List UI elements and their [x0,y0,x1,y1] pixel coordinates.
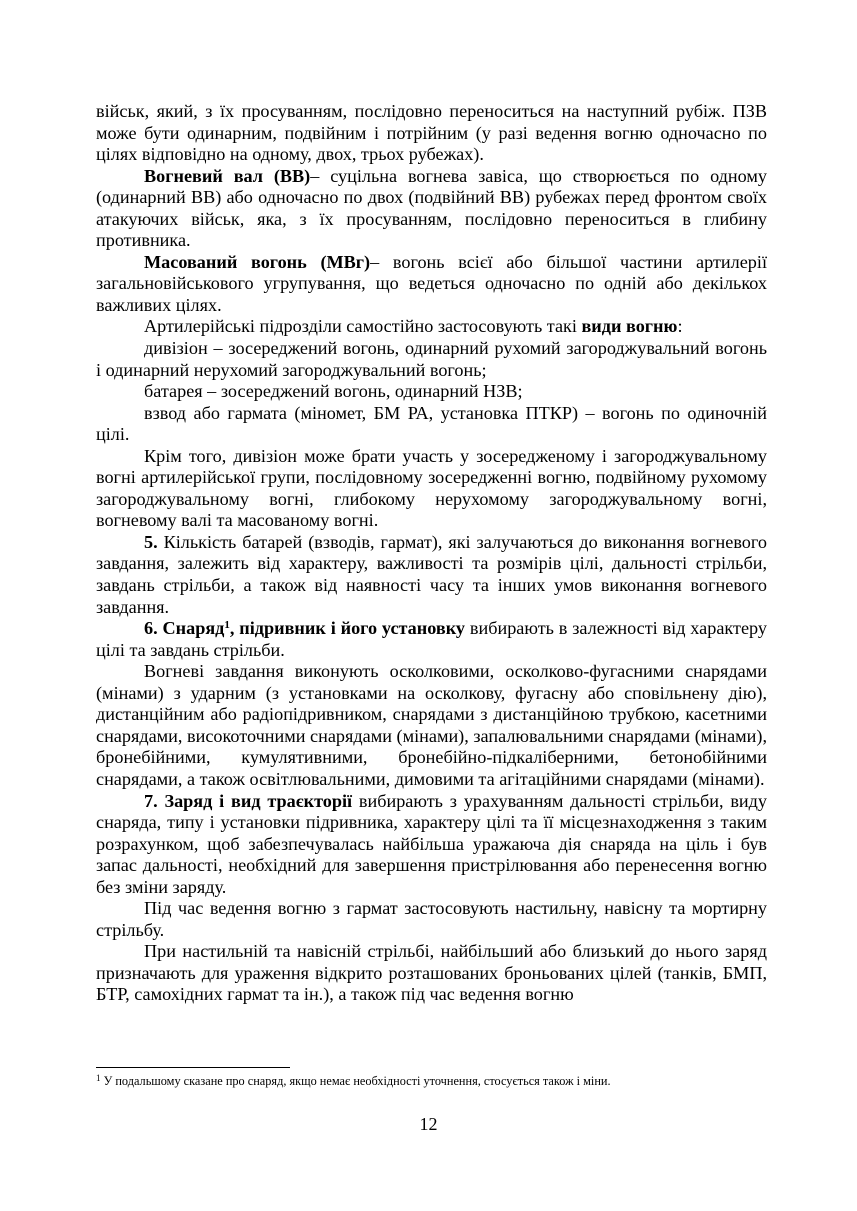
item-6-term-a: 6. Снаряд [144,618,225,639]
paragraph-item-7 [96,791,767,899]
paragraph-item-6 [96,618,767,661]
paragraph-platoon: взвод або гармата (міномет, БМ РА, установка ПТКР) – вогонь по одиночній цілі. [96,402,767,445]
paragraph-battalion: дивізіон – зосереджений вогонь, одинарний рухомий загороджувальний вогонь і одинарний нерухомий загороджувальний вогонь; [96,338,767,380]
term-fire-barrage: Вогневий вал (ВВ) [144,165,311,186]
footnote-reference: 1 [224,619,230,632]
item-5-text: Кількість батарей (взводів, гармат), які залучаються до виконання вогневого завдання, залежить від характеру, важливості та розмірів цілі, дальності стрільби, завдань стрільби, а також від наявності часу та інших умов виконання вогневого завдання. [96,531,767,617]
paragraph-battery: батарея – зосереджений вогонь, одинарний НЗВ; [144,381,523,402]
item-5-number: 5. [144,531,158,552]
item-7-term: 7. Заряд і вид траєкторії [144,790,353,811]
term-fire-types: види вогню [581,316,678,337]
page-number: 12 [419,1114,438,1134]
footnote-separator [96,1067,290,1068]
paragraph-item-5 [96,532,767,618]
fire-types-intro-text: Артилерійські підрозділи самостійно застосовують такі [144,316,582,337]
fire-types-colon: : [677,316,683,337]
paragraph-fire-modes: Під час ведення вогню з гармат застосовують настильну, навісну та мортирну стрільбу. [96,898,767,940]
paragraph-projectile-types: Вогневі завдання виконують осколковими, осколково-фугасними снарядами (мінами) з ударним (з установками на осколкову, фугасну або сповільнену дію), дистанційним або радіопідривником, снарядами з дистанційною трубкою, касетними снарядами, високоточними снарядами (мінами), запалювальними снарядами (мінами), бронебійними, кумулятивними, бронебійно-підкаліберними, бетонобійними снарядами, а також освітлювальними, димовими та агітаційними снарядами (мінами). [96,661,767,789]
body-text [96,101,767,1006]
paragraph-flat-fire: При настильній та навісній стрільбі, найбільший або близький до нього заряд призначають для ураження відкрито розташованих броньованих цілей (танків, БМП, БТР, самохідних гармат та ін.), а також під час ведення вогню [96,941,767,1005]
paragraph-fire-barrage [96,166,767,252]
footnote-text: У подальшому сказане про снаряд, якщо немає необхідності уточнення, стосується також і міни. [100,1074,611,1088]
paragraph-1: військ, який, з їх просуванням, послідовно переноситься на наступний рубіж. ПЗВ може бути одинарним, подвійним і потрійним (у разі ведення вогню одночасно по цілях відповідно на одному, двох, трьох рубежах). [96,101,767,165]
item-6-text: вибирають в залежності від характеру цілі та завдань стрільби. [96,618,767,660]
paragraph-fire-types-intro [96,316,767,338]
definition-massed-fire: – вогонь всієї або більшої частини артилерії загальновійськового угрупування, що ведеться одночасно по одній або декількох важливих цілях. [96,251,767,315]
item-6-term-b: , підривник і його установку [229,618,466,639]
footnote [96,1073,767,1089]
item-7-text: вибирають з урахуванням дальності стрільби, виду снаряда, типу і установки підривника, характеру цілі та її місцезнаходження з таким розрахунком, щоб забезпечувалась найбільша уражаюча дія снаряда на ціль і був запас дальності, необхідний для завершення пристрілювання або перенесення вогню без зміни заряду. [96,790,767,897]
paragraph-massed-fire [96,252,767,317]
footnote-marker: 1 [96,1073,101,1083]
term-massed-fire: Масований вогонь (МВг) [144,251,371,272]
definition-fire-barrage: – суцільна вогнева завіса, що створюється по одному (одинарний ВВ) або одночасно по двох (подвійний ВВ) рубежах перед фронтом своїх атакуючих військ, яка, з їх просуванням, послідовно переноситься в глибину противника. [96,165,767,251]
paragraph-battalion-participation: Крім того, дивізіон може брати участь у зосередженому і загороджувальному вогні артилерійської групи, послідовному зосередженні вогню, подвійному рухомому загороджувальному вогні, глибокому нерухомому загороджувальному вогні, вогневому валі та масованому вогні. [96,445,767,531]
